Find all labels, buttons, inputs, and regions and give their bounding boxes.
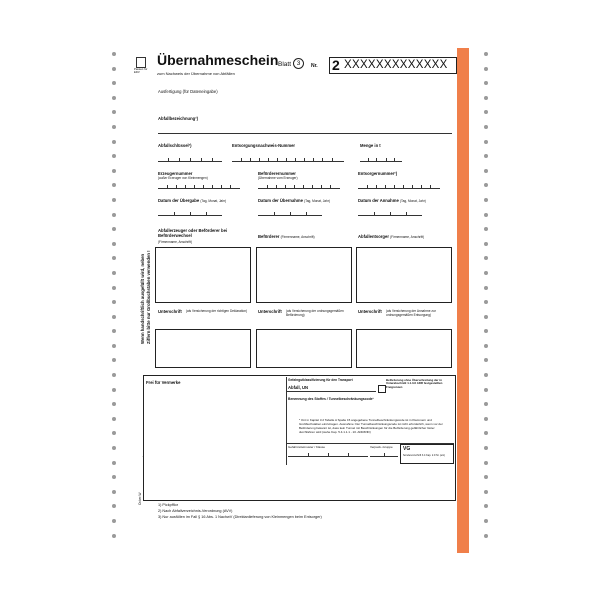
sheet-number: 3 (293, 58, 304, 69)
sig1-label: Unterschrift (158, 309, 182, 314)
hazard-title: Gefahrgutklassifizierung für den Transport (288, 378, 353, 382)
copy-note: Ausfertigung (für Dateneingabe) (158, 89, 218, 94)
quantity-field[interactable] (360, 157, 402, 162)
sig2-label: Unterschrift (258, 309, 282, 314)
date-handover-field[interactable] (158, 211, 222, 216)
quantity-label: Menge in t (360, 143, 381, 148)
number-field[interactable] (329, 57, 457, 74)
producer-company-hint: (Firmenname, Anschrift) (158, 240, 193, 244)
footnote-1: 1) Pickpfflor (158, 503, 178, 507)
number-value: XXXXXXXXXXXXX (344, 59, 448, 71)
side-note-1: Wenn handschriftlich ausgefüllt wird, neben (140, 253, 145, 344)
date-takeover-label: Datum der Übernahme (Tag, Monat, Jahr) (258, 198, 330, 203)
waste-key-field[interactable] (158, 157, 222, 162)
sig3-hint: (als Versicherung der Annahme zur ordnungsgemäßen Entsorgung) (386, 309, 436, 317)
hazard-class-label: Gefahrzettelmuster / Klasse (288, 445, 326, 449)
tunnel-footnote: * Ont in Kapitel 3.2 Tabelle A Spalte 15 angegebene Tunnelbeschränkungscode ist in Klammern und Großbuchstaben einzutragen. Ausnahme: Der Tunnelbeschränkungscode ist nicht erforderlich, wenn vor der Beförderung bekannt ist, dass kein Tunnel mit Beschränkungen für die Beförderung gefährlicher Güter durchfahren wird (siehe Kap. 5.4.1.1.1 - 10. ADR/RID) (299, 418, 443, 434)
waste-desc-field[interactable] (158, 133, 452, 134)
tunnel-title: Beförderung ohne Überschreitung der in Unterabschnitt 1.1.3.6 ADR festgestellten Freigrenzen (386, 378, 443, 389)
publisher-line1: Ocker-W (138, 492, 142, 505)
carrier-nr-sub: (Übernahme vom Erzeuger) (258, 176, 298, 180)
date-acceptance-field[interactable] (358, 211, 422, 216)
carrier-nr-label: Beförderernummer (258, 171, 296, 176)
number-prefix: 2 (332, 57, 340, 73)
footnote-3: 3) Nur ausfüllen im Fall § 16 Abs. 1 NachwV (Direktanlieferung von Kleinmengen beim Entsorger) (158, 515, 322, 519)
edv-logo-text: Passen für EDV (134, 67, 148, 75)
disposer-block-label: Abfallentsorger (Firmenname, Anschrift) (358, 234, 425, 239)
waste-desc-label: Abfallbezeichnung²) (158, 116, 199, 121)
producer-nr-field[interactable] (158, 184, 240, 189)
sig2-hint: (als Versicherung der ordnungsgemäßen Beförderung) (286, 309, 344, 317)
disposal-proof-field[interactable] (232, 157, 344, 162)
disposer-nr-label: Entsorgernummer²) (358, 171, 398, 176)
producer-signature-box[interactable] (155, 329, 251, 368)
producer-company-box[interactable] (155, 247, 251, 303)
vg-box[interactable] (400, 444, 454, 464)
form-title: Übernahmeschein (157, 52, 279, 68)
tractor-holes-right (484, 52, 490, 548)
footnote-2: 2) Nach Abfallverzeichnis-Verordnung (AVV) (158, 509, 233, 513)
sheet-label: Blatt (278, 61, 292, 68)
hazard-waste-label: Abfall, UN (288, 385, 309, 390)
vg-label: VG (403, 446, 411, 452)
carrier-company-box[interactable] (256, 247, 352, 303)
date-handover-label: Datum der Übergabe (Tag, Monat, Jahr) (158, 198, 227, 203)
disposer-company-box[interactable] (356, 247, 452, 303)
packing-group-field[interactable] (370, 452, 398, 457)
form-subtitle: zum Nachweis der Übernahme von Abfällen (157, 71, 235, 76)
date-takeover-field[interactable] (258, 211, 322, 216)
tractor-holes-left (112, 52, 118, 548)
producer-nr-label: Erzeugernummer (158, 171, 193, 176)
producer-block-label: Abfallerzeuger oder Beförderer bei Beförderwechsel (158, 228, 228, 238)
hazard-class-field[interactable] (288, 452, 368, 457)
hazard-waste-field[interactable] (286, 391, 376, 392)
substance-label: Benennung des Stoffes / Tunnelbeschränkungscode¹ (288, 397, 374, 401)
side-note-2: Ziffern bitte nur Großbuchstaben verwenden ! (146, 250, 151, 344)
free-notes-area[interactable] (146, 388, 284, 496)
date-acceptance-label: Datum der Annahme (Tag, Monat, Jahr) (358, 198, 426, 203)
disposal-proof-label: Entsorgungsnachweis-Nummer (232, 143, 296, 148)
carrier-signature-box[interactable] (256, 329, 352, 368)
carrier-nr-field[interactable] (258, 184, 340, 189)
disposer-signature-box[interactable] (356, 329, 452, 368)
vg-sub: Sondervorschrift 3.4 Kap. 2.9 Nr. (etc) (403, 454, 445, 457)
sig1-hint: (als Versicherung der richtigen Deklaration) (186, 309, 248, 313)
producer-nr-sub: (außer Erzeuger von Kleinmengen) (158, 176, 208, 180)
carrier-block-label: Beförderer (Firmenname, Anschrift) (258, 234, 315, 239)
nr-label: Nr. (311, 63, 318, 69)
sig3-label: Unterschrift (358, 309, 382, 314)
tunnel-checkbox[interactable] (378, 385, 386, 393)
disposer-nr-field[interactable] (358, 184, 440, 189)
accent-bar (457, 48, 469, 553)
waste-key-label: Abfallschlüssel²) (158, 143, 192, 148)
packing-group-label: Verpack.-Gruppe (370, 445, 393, 449)
free-notes-label: Frei für Vermerke (146, 380, 181, 385)
